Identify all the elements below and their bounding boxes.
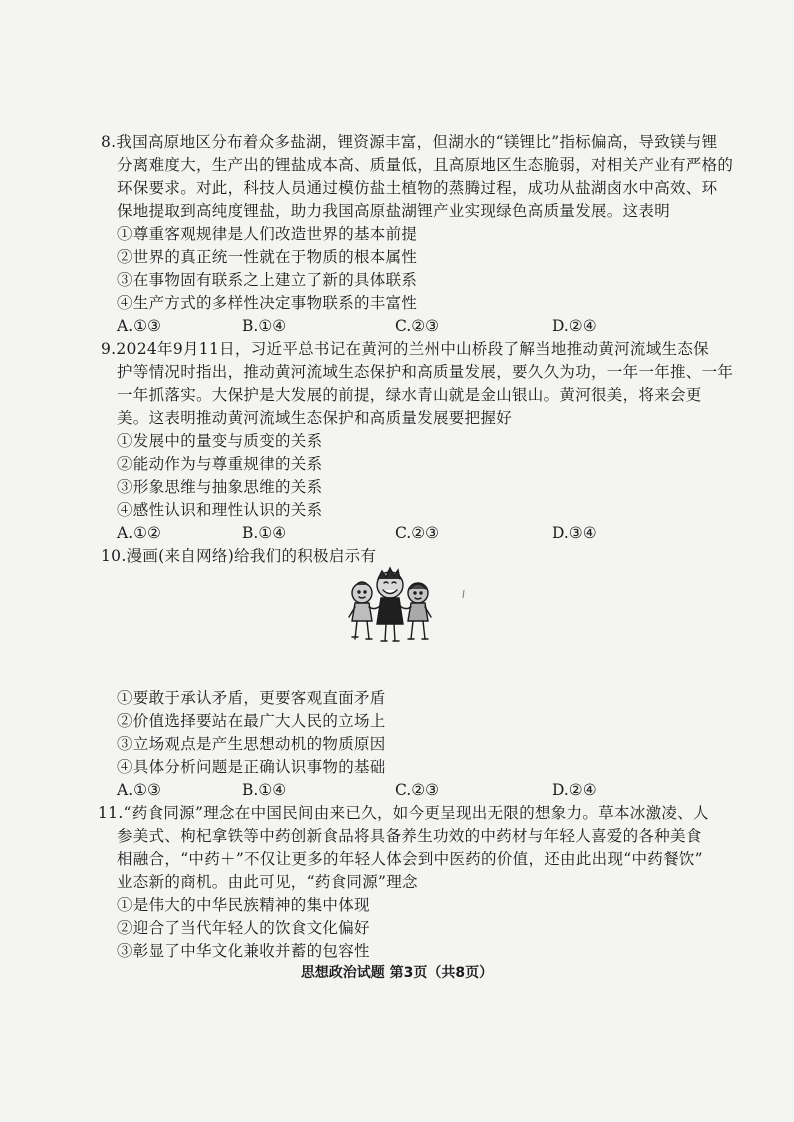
q8-choice-b: B.①④ [242,317,287,335]
q8-line-4: 保地提取到高纯度锂盐，助力我国高原盐湖锂产业实现绿色高质量发展。这表明 [117,202,671,220]
q11-line-3: 相融合，“中药＋”不仅让更多的年轻人体会到中医药的价值，还由此出现“中药餐饮” [117,850,703,868]
q10-choices [117,779,677,801]
q9-choices [117,522,677,544]
q8-option-4: ④生产方式的多样性决定事物联系的丰富性 [117,294,418,312]
q9-option-3: ③形象思维与抽象思维的关系 [117,478,323,496]
scan-speck [462,590,465,598]
q9-choice-d: D.③④ [552,524,597,542]
q8-choice-a: A.①③ [117,317,161,335]
q9-option-2: ②能动作为与尊重规律的关系 [117,455,323,473]
q11-option-3: ③彰显了中华文化兼收并蓄的包容性 [117,942,370,960]
q9-choice-c: C.②③ [395,524,440,542]
q9-line-1: 9.2024年9月11日，习近平总书记在黄河的兰州中山桥段了解当地推动黄河流域生态保 [101,340,709,358]
q11-line-1: 11.“药食同源”理念在中国民间由来已久，如今更呈现出无限的想象力。草本冰激凌、人 [98,804,709,822]
q11-line-4: 业态新的商机。由此可见，“药食同源”理念 [117,873,418,891]
q10-choice-b: B.①④ [242,781,287,799]
q8-option-2: ②世界的真正统一性就在于物质的根本属性 [117,248,418,266]
q10-choice-a: A.①③ [117,781,161,799]
q11-option-2: ②迎合了当代年轻人的饮食文化偏好 [117,919,370,937]
q10-option-4: ④具体分析问题是正确认识事物的基础 [117,758,386,776]
page-footer: 思想政治试题 第3页（共8页） [300,965,494,981]
q8-choice-c: C.②③ [395,317,440,335]
q10-option-3: ③立场观点是产生思想动机的物质原因 [117,735,386,753]
q9-choice-a: A.①② [117,524,161,542]
q8-option-3: ③在事物固有联系之上建立了新的具体联系 [117,271,418,289]
q9-option-4: ④感性认识和理性认识的关系 [117,501,323,519]
q10-option-1: ①要敢于承认矛盾，更要客观直面矛盾 [117,689,386,707]
q9-choice-b: B.①④ [242,524,287,542]
q9-option-1: ①发展中的量变与质变的关系 [117,432,323,450]
q8-choices [117,315,677,337]
q11-line-2: 参美式、枸杞拿铁等中药创新食品将具备养生功效的中药材与年轻人喜爱的各种美食 [117,827,702,845]
q9-line-2: 护等情况时指出，推动黄河流域生态保护和高质量发展，要久久为功，一年一年推、一年 [117,363,734,381]
cartoon-three-children-illustration [340,565,440,645]
q9-line-3: 一年抓落实。大保护是大发展的前提，绿水青山就是金山银山。黄河很美，将来会更 [117,386,702,404]
q10-choice-c: C.②③ [395,781,440,799]
q10-choice-d: D.②④ [552,781,597,799]
q9-line-4: 美。这表明推动黄河流域生态保护和高质量发展要把握好 [117,409,513,427]
q10-stem: 10.漫画(来自网络)给我们的积极启示有 [101,547,377,565]
q8-line-1: 8.我国高原地区分布着众多盐湖，锂资源丰富，但湖水的“镁锂比”指标偏高，导致镁与锂 [101,133,718,151]
q8-line-3: 环保要求。对此，科技人员通过模仿盐土植物的蒸腾过程，成功从盐湖卤水中高效、环 [117,179,718,197]
q11-option-1: ①是伟大的中华民族精神的集中体现 [117,896,370,914]
q10-option-2: ②价值选择要站在最广大人民的立场上 [117,712,386,730]
q8-line-2: 分离难度大，生产出的锂盐成本高、质量低，且高原地区生态脆弱，对相关产业有严格的 [117,156,734,174]
q8-choice-d: D.②④ [552,317,597,335]
q8-option-1: ①尊重客观规律是人们改造世界的基本前提 [117,225,418,243]
